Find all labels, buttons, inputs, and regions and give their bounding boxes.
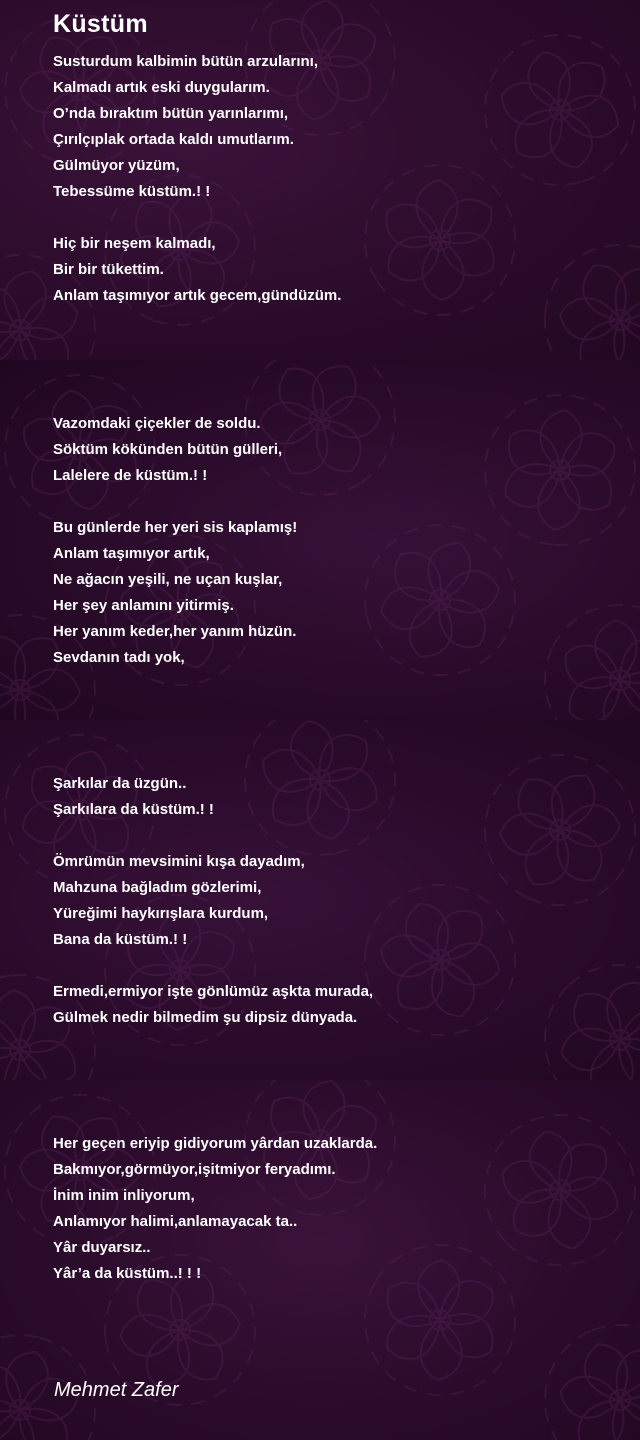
stanza-1 [53,49,613,205]
poem-line: Şarkılar da üzgün.. [53,775,187,792]
poem-line: O’nda bıraktım bütün yarınlarımı, [53,105,289,122]
stanza-3 [53,411,613,489]
stanza-5 [53,771,613,823]
poem-line: Yâr’a da küstüm..! ! ! [53,1265,202,1282]
poem-line: Susturdum kalbimin bütün arzularını, [53,53,319,70]
poem-line: Gülmüyor yüzüm, [53,157,180,174]
poem-line: Bakmıyor,görmüyor,işitmiyor feryadımı. [53,1161,336,1178]
poem-line: Her geçen eriyip gidiyorum yârdan uzaklarda. [53,1135,378,1152]
poem-line: Söktüm kökünden bütün gülleri, [53,441,283,458]
poem-line: Mahzuna bağladım gözlerimi, [53,879,262,896]
poem-line: Bir bir tükettim. [53,261,164,278]
poem-line: Ne ağacın yeşili, ne uçan kuşlar, [53,571,283,588]
poem-line: Anlamıyor halimi,anlamayacak ta.. [53,1213,298,1230]
stanza-7 [53,979,613,1031]
poem-author: Mehmet Zafer [54,1379,179,1401]
poem-line: İnim inim inliyorum, [53,1187,195,1204]
poem-line: Her yanım keder,her yanım hüzün. [53,623,297,640]
poem-line: Ermedi,ermiyor işte gönlümüz aşkta murada, [53,983,374,1000]
poem-line: Kalmadı artık eski duygularım. [53,79,270,96]
poem-line: Lalelere de küstüm.! ! [53,467,208,484]
stanza-8 [53,1131,613,1287]
poem-line: Tebessüme küstüm.! ! [53,183,211,200]
poem-line: Hiç bir neşem kalmadı, [53,235,216,252]
poem-line: Bana da küstüm.! ! [53,931,188,948]
poem-line: Şarkılara da küstüm.! ! [53,801,214,818]
poem-title: Küstüm [53,10,148,38]
poem-line: Ömrümün mevsimini kışa dayadım, [53,853,305,870]
poem-line: Her şey anlamını yitirmiş. [53,597,234,614]
poem-line: Çırılçıplak ortada kaldı umutlarım. [53,131,294,148]
stanza-2 [53,231,613,309]
stanza-6 [53,849,613,953]
poem-line: Yüreğimi haykırışlara kurdum, [53,905,269,922]
poem-line: Vazomdaki çiçekler de soldu. [53,415,261,432]
poem-line: Bu günlerde her yeri sis kaplamış! [53,519,298,536]
stanza-4 [53,515,613,671]
poem-line: Yâr duyarsız.. [53,1239,151,1256]
poem-line: Anlam taşımıyor artık gecem,gündüzüm. [53,287,342,304]
poem-line: Gülmek nedir bilmedim şu dipsiz dünyada. [53,1009,358,1026]
poem-line: Sevdanın tadı yok, [53,649,185,666]
poem-line: Anlam taşımıyor artık, [53,545,210,562]
